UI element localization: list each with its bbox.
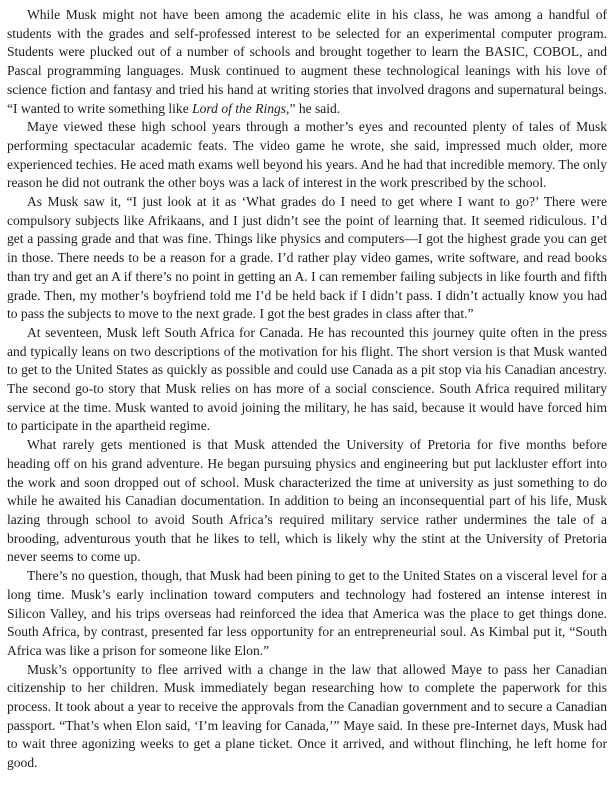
paragraph-1-text-end: ” he said.: [289, 100, 341, 116]
paragraph-3: As Musk saw it, “I just look at it as ‘What grades do I need to get where I want to go?’ There were compulsory subjects like Afrikaans, and I just didn’t see the point of learning that. It seemed ridiculous. I’d get a passing grade and that was fine. Things like physics and computers—I got the highest grade you can get in those. There needs to be a reason for a grade. I’d rather play video games, write software, and read books than try and get an A if there’s no point in getting an A. I can remember failing subjects in like fourth and fifth grade. Then, my mother’s boyfriend told me I’d be held back if I didn’t pass. I didn’t actually know you had to pass the subjects to move to the next grade. I got the best grades in class after that.”: [7, 194, 607, 322]
paragraph-1-text: While Musk might not have been among the academic elite in his class, he was among a handful of students with the grades and self-professed interest to be selected for an experimental computer program. Students were plucked out of a number of schools and brought together to learn the BASIC, COBOL, and Pascal programming languages. Musk continued to augment these technological leanings with his love of science fiction and fantasy and tried his hand at writing stories that involved dragons and supernatural beings. “I wanted to write something like: [7, 7, 607, 116]
book-title-emphasis: Lord of the Rings,: [192, 100, 290, 116]
paragraph-2: Maye viewed these high school years through a mother’s eyes and recounted plenty of tales of Musk performing spectacular academic feats. The video game he wrote, she said, impressed much older, more experienced techies. He aced math exams well beyond his years. And he had that incredible memory. The only reason he did not outrank the other boys was a lack of interest in the work prescribed by the school.: [7, 119, 607, 191]
paragraph-5: What rarely gets mentioned is that Musk attended the University of Pretoria for five months before heading off on his grand adventure. He began pursuing physics and engineering but put lackluster effort into the work and soon dropped out of school. Musk characterized the time at university as just something to do while he awaited his Canadian documentation. In addition to being an inconsequential part of his life, Musk lazing through school to avoid South Africa’s required military service rather undermines the tale of a brooding, adventurous youth that he likes to tell, which is likely why the stint at the University of Pretoria never seems to come up.: [7, 437, 607, 565]
paragraph-1: [7, 6, 607, 118]
paragraph-7: Musk’s opportunity to flee arrived with a change in the law that allowed Maye to pass her Canadian citizenship to her children. Musk immediately began researching how to complete the paperwork for this process. It took about a year to receive the approvals from the Canadian government and to secure a Canadian passport. “That’s when Elon said, ‘I’m leaving for Canada,’” Maye said. In these pre-Internet days, Musk had to wait three agonizing weeks to get a plane ticket. Once it arrived, and without flinching, he left home for good.: [7, 661, 607, 771]
paragraph-4: At seventeen, Musk left South Africa for Canada. He has recounted this journey quite often in the press and typically leans on two descriptions of the motivation for his flight. The short version is that Musk wanted to get to the United States as quickly as possible and could use Canada as a pit stop via his Canadian ancestry. The second go-to story that Musk relies on has more of a social conscience. South Africa required military service at the time. Musk wanted to avoid joining the military, he has said, because it would have forced him to participate in the apartheid regime.: [7, 324, 607, 434]
paragraph-6: There’s no question, though, that Musk had been pining to get to the United States on a visceral level for a long time. Musk’s early inclination toward computers and technology had fostered an intense interest in Silicon Valley, and his trips overseas had reinforced the idea that America was the place to get things done. South Africa, by contrast, presented far less opportunity for an entrepreneurial soul. As Kimbal put it, “South Africa was like a prison for someone like Elon.”: [7, 568, 607, 658]
